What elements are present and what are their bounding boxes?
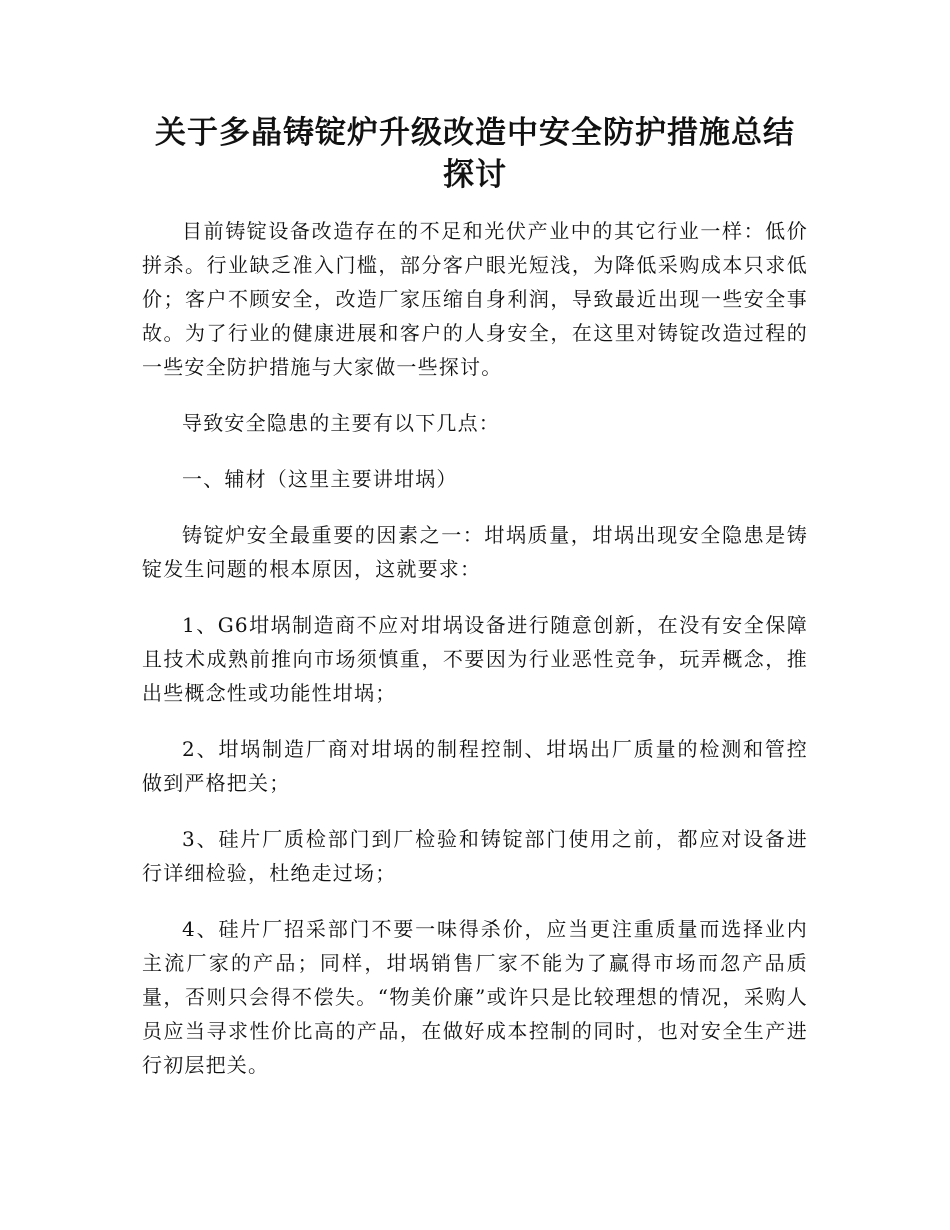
list-item-4: 4、硅片厂招采部门不要一味得杀价，应当更注重质量而选择业内主流厂家的产品；同样，坩埚销售厂家不能为了赢得市场而忽产品质量，否则只会得不偿失。“物美价廉”或许只是比较理想的情况，采购人员应当寻求性价比高的产品，在做好成本控制的同时，也对安全生产进行初层把关。: [142, 917, 808, 1077]
paragraph-causes-lead: 导致安全隐患的主要有以下几点：: [182, 411, 500, 435]
list-item-1: 1、G6坩埚制造商不应对坩埚设备进行随意创新，在没有安全保障且技术成熟前推向市场须慎重，不要因为行业恶性竞争，玩弄概念，推出些概念性或功能性坩埚；: [142, 613, 808, 705]
paragraph-intro: 目前铸锭设备改造存在的不足和光伏产业中的其它行业一样：低价拼杀。行业缺乏准入门槛，部分客户眼光短浅，为降低采购成本只求低价；客户不顾安全，改造厂家压缩自身利润，导致最近出现一些安全事故。为了行业的健康进展和客户的人身安全，在这里对铸锭改造过程的一些安全防护措施与大家做一些探讨。: [142, 219, 808, 379]
document-title: 关于多晶铸锭炉升级改造中安全防护措施总结探讨: [155, 115, 795, 193]
section-heading-materials: 一、辅材（这里主要讲坩埚）: [182, 467, 458, 491]
paragraph-crucible-quality: 铸锭炉安全最重要的因素之一：坩埚质量，坩埚出现安全隐患是铸锭发生问题的根本原因，这就要求：: [142, 523, 808, 581]
list-item-3: 3、硅片厂质检部门到厂检验和铸锭部门使用之前，都应对设备进行详细检验，杜绝走过场；: [142, 827, 808, 885]
document-body: [142, 214, 808, 1082]
list-item-2: 2、坩埚制造厂商对坩埚的制程控制、坩埚出厂质量的检测和管控做到严格把关；: [142, 737, 808, 795]
